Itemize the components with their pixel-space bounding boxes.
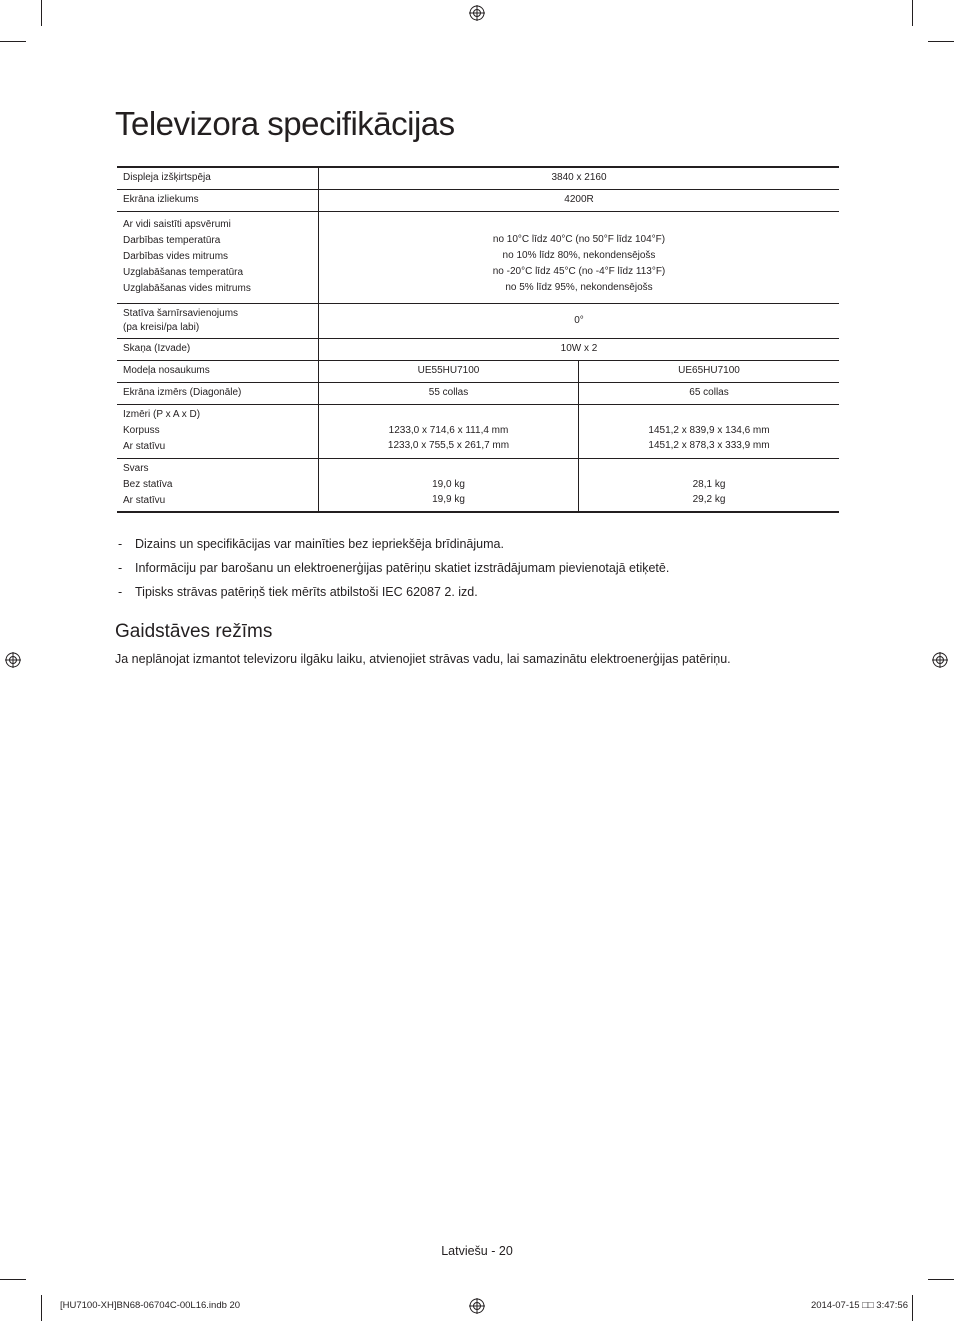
spec-label-line: Ar statīvu bbox=[123, 441, 166, 452]
spec-label-line: Izmēri (P x A x D) bbox=[123, 409, 201, 420]
registration-mark-icon bbox=[469, 5, 485, 21]
table-row bbox=[117, 167, 839, 189]
note-text: Dizains un specifikācijas var mainīties bez iepriekšēja brīdinājuma. bbox=[135, 537, 504, 551]
section-title: Gaidstāves režīms bbox=[115, 621, 273, 642]
registration-mark-icon bbox=[469, 1298, 485, 1314]
crop-mark bbox=[928, 41, 954, 42]
table-row bbox=[117, 458, 839, 512]
spec-value-line: 19,9 kg bbox=[432, 493, 465, 505]
spec-label-line: Uzglabāšanas temperatūra bbox=[123, 267, 244, 278]
spec-value-line: no 10°C līdz 40°C (no 50°F līdz 104°F) bbox=[492, 234, 666, 245]
spec-label: Ekrāna izmērs (Diagonāle) bbox=[117, 382, 319, 404]
spec-value-model-1: UE55HU7100 bbox=[319, 360, 579, 382]
spec-value: 0° bbox=[319, 303, 840, 338]
crop-mark bbox=[41, 1295, 42, 1321]
crop-mark bbox=[0, 1279, 26, 1280]
print-slug-file: [HU7100-XH]BN68-06704C-00L16.indb 20 bbox=[60, 1300, 241, 1311]
spec-label bbox=[117, 404, 319, 458]
spec-label: Modeļa nosaukums bbox=[117, 360, 319, 382]
spec-value-line: 1233,0 x 755,5 x 261,7 mm bbox=[387, 440, 510, 451]
list-item bbox=[118, 560, 669, 584]
crop-mark bbox=[912, 1295, 913, 1321]
table-row bbox=[117, 189, 839, 211]
table-row bbox=[117, 404, 839, 458]
registration-mark-icon bbox=[932, 652, 948, 668]
spec-value: 10W x 2 bbox=[319, 338, 840, 360]
spec-label bbox=[117, 458, 319, 512]
table-row bbox=[117, 338, 839, 360]
spec-value-model-2: UE65HU7100 bbox=[579, 360, 840, 382]
crop-mark bbox=[928, 1279, 954, 1280]
spec-label-line: Statīva šarnīrsavienojums bbox=[123, 307, 239, 319]
registration-mark-icon bbox=[5, 652, 21, 668]
spec-value-model-2: 65 collas bbox=[579, 382, 840, 404]
spec-label-line: Ar vidi saistīti apsvērumi bbox=[123, 219, 231, 230]
list-item bbox=[118, 584, 669, 608]
spec-value-model-2 bbox=[579, 458, 840, 512]
spec-label: Skaņa (Izvade) bbox=[117, 338, 319, 360]
note-text: Tipisks strāvas patēriņš tiek mērīts atbilstoši IEC 62087 2. izd. bbox=[135, 585, 478, 599]
spec-value-model-1 bbox=[319, 404, 579, 458]
spec-label-line: Darbības vides mitrums bbox=[123, 251, 229, 262]
table-row bbox=[117, 303, 839, 338]
table-row bbox=[117, 382, 839, 404]
page-title: Televizora specifikācijas bbox=[115, 105, 455, 142]
spec-label-line: Darbības temperatūra bbox=[123, 235, 221, 246]
page-number: Latviešu - 20 bbox=[441, 1244, 513, 1258]
list-dash: - bbox=[118, 561, 123, 575]
spec-label-line: Korpuss bbox=[123, 425, 160, 436]
list-dash: - bbox=[118, 537, 123, 551]
spec-value-line: 1233,0 x 714,6 x 111,4 mm bbox=[388, 425, 509, 436]
spec-value-model-2 bbox=[579, 404, 840, 458]
crop-mark bbox=[0, 41, 26, 42]
spec-value-line: 1451,2 x 839,9 x 134,6 mm bbox=[648, 425, 770, 436]
spec-value-model-1 bbox=[319, 458, 579, 512]
notes-list bbox=[118, 536, 669, 608]
spec-label bbox=[117, 303, 319, 338]
spec-value-line: no 5% līdz 95%, nekondensējošs bbox=[505, 282, 653, 293]
spec-label: Ekrāna izliekums bbox=[117, 189, 319, 211]
spec-label-line: Uzglabāšanas vides mitrums bbox=[123, 283, 251, 294]
spec-label: Displeja izšķirtspēja bbox=[117, 167, 319, 189]
spec-label-line: Bez statīva bbox=[123, 478, 173, 490]
spec-value-line: 19,0 kg bbox=[432, 478, 465, 490]
note-text: Informāciju par barošanu un elektroenerģijas patēriņu skatiet izstrādājumam pievienotajā etiķetē. bbox=[135, 561, 670, 575]
spec-table bbox=[117, 166, 839, 513]
print-slug-timestamp: 2014-07-15 □□ 3:47:56 bbox=[810, 1300, 908, 1311]
spec-value-line: no -20°C līdz 45°C (no -4°F līdz 113°F) bbox=[492, 266, 666, 277]
spec-value-line: 29,2 kg bbox=[692, 493, 726, 505]
crop-mark bbox=[41, 0, 42, 26]
list-dash: - bbox=[118, 585, 123, 599]
spec-value: 4200R bbox=[319, 189, 840, 211]
spec-value-line: 28,1 kg bbox=[692, 478, 726, 490]
spec-label bbox=[117, 211, 319, 303]
spec-value-line: no 10% līdz 80%, nekondensējošs bbox=[502, 250, 656, 261]
spec-value bbox=[319, 211, 840, 303]
spec-value-model-1: 55 collas bbox=[319, 382, 579, 404]
section-text: Ja neplānojat izmantot televizoru ilgāku laiku, atvienojiet strāvas vadu, lai samazinātu elektroenerģijas patēriņu. bbox=[115, 652, 731, 666]
spec-label-line: (pa kreisi/pa labi) bbox=[123, 321, 200, 333]
spec-value-line: 1451,2 x 878,3 x 333,9 mm bbox=[648, 440, 770, 451]
list-item bbox=[118, 536, 669, 560]
crop-mark bbox=[912, 0, 913, 26]
table-row bbox=[117, 360, 839, 382]
spec-value: 3840 x 2160 bbox=[319, 167, 840, 189]
spec-label-line: Svars bbox=[123, 462, 149, 474]
spec-label-line: Ar statīvu bbox=[123, 494, 166, 506]
table-row bbox=[117, 211, 839, 303]
